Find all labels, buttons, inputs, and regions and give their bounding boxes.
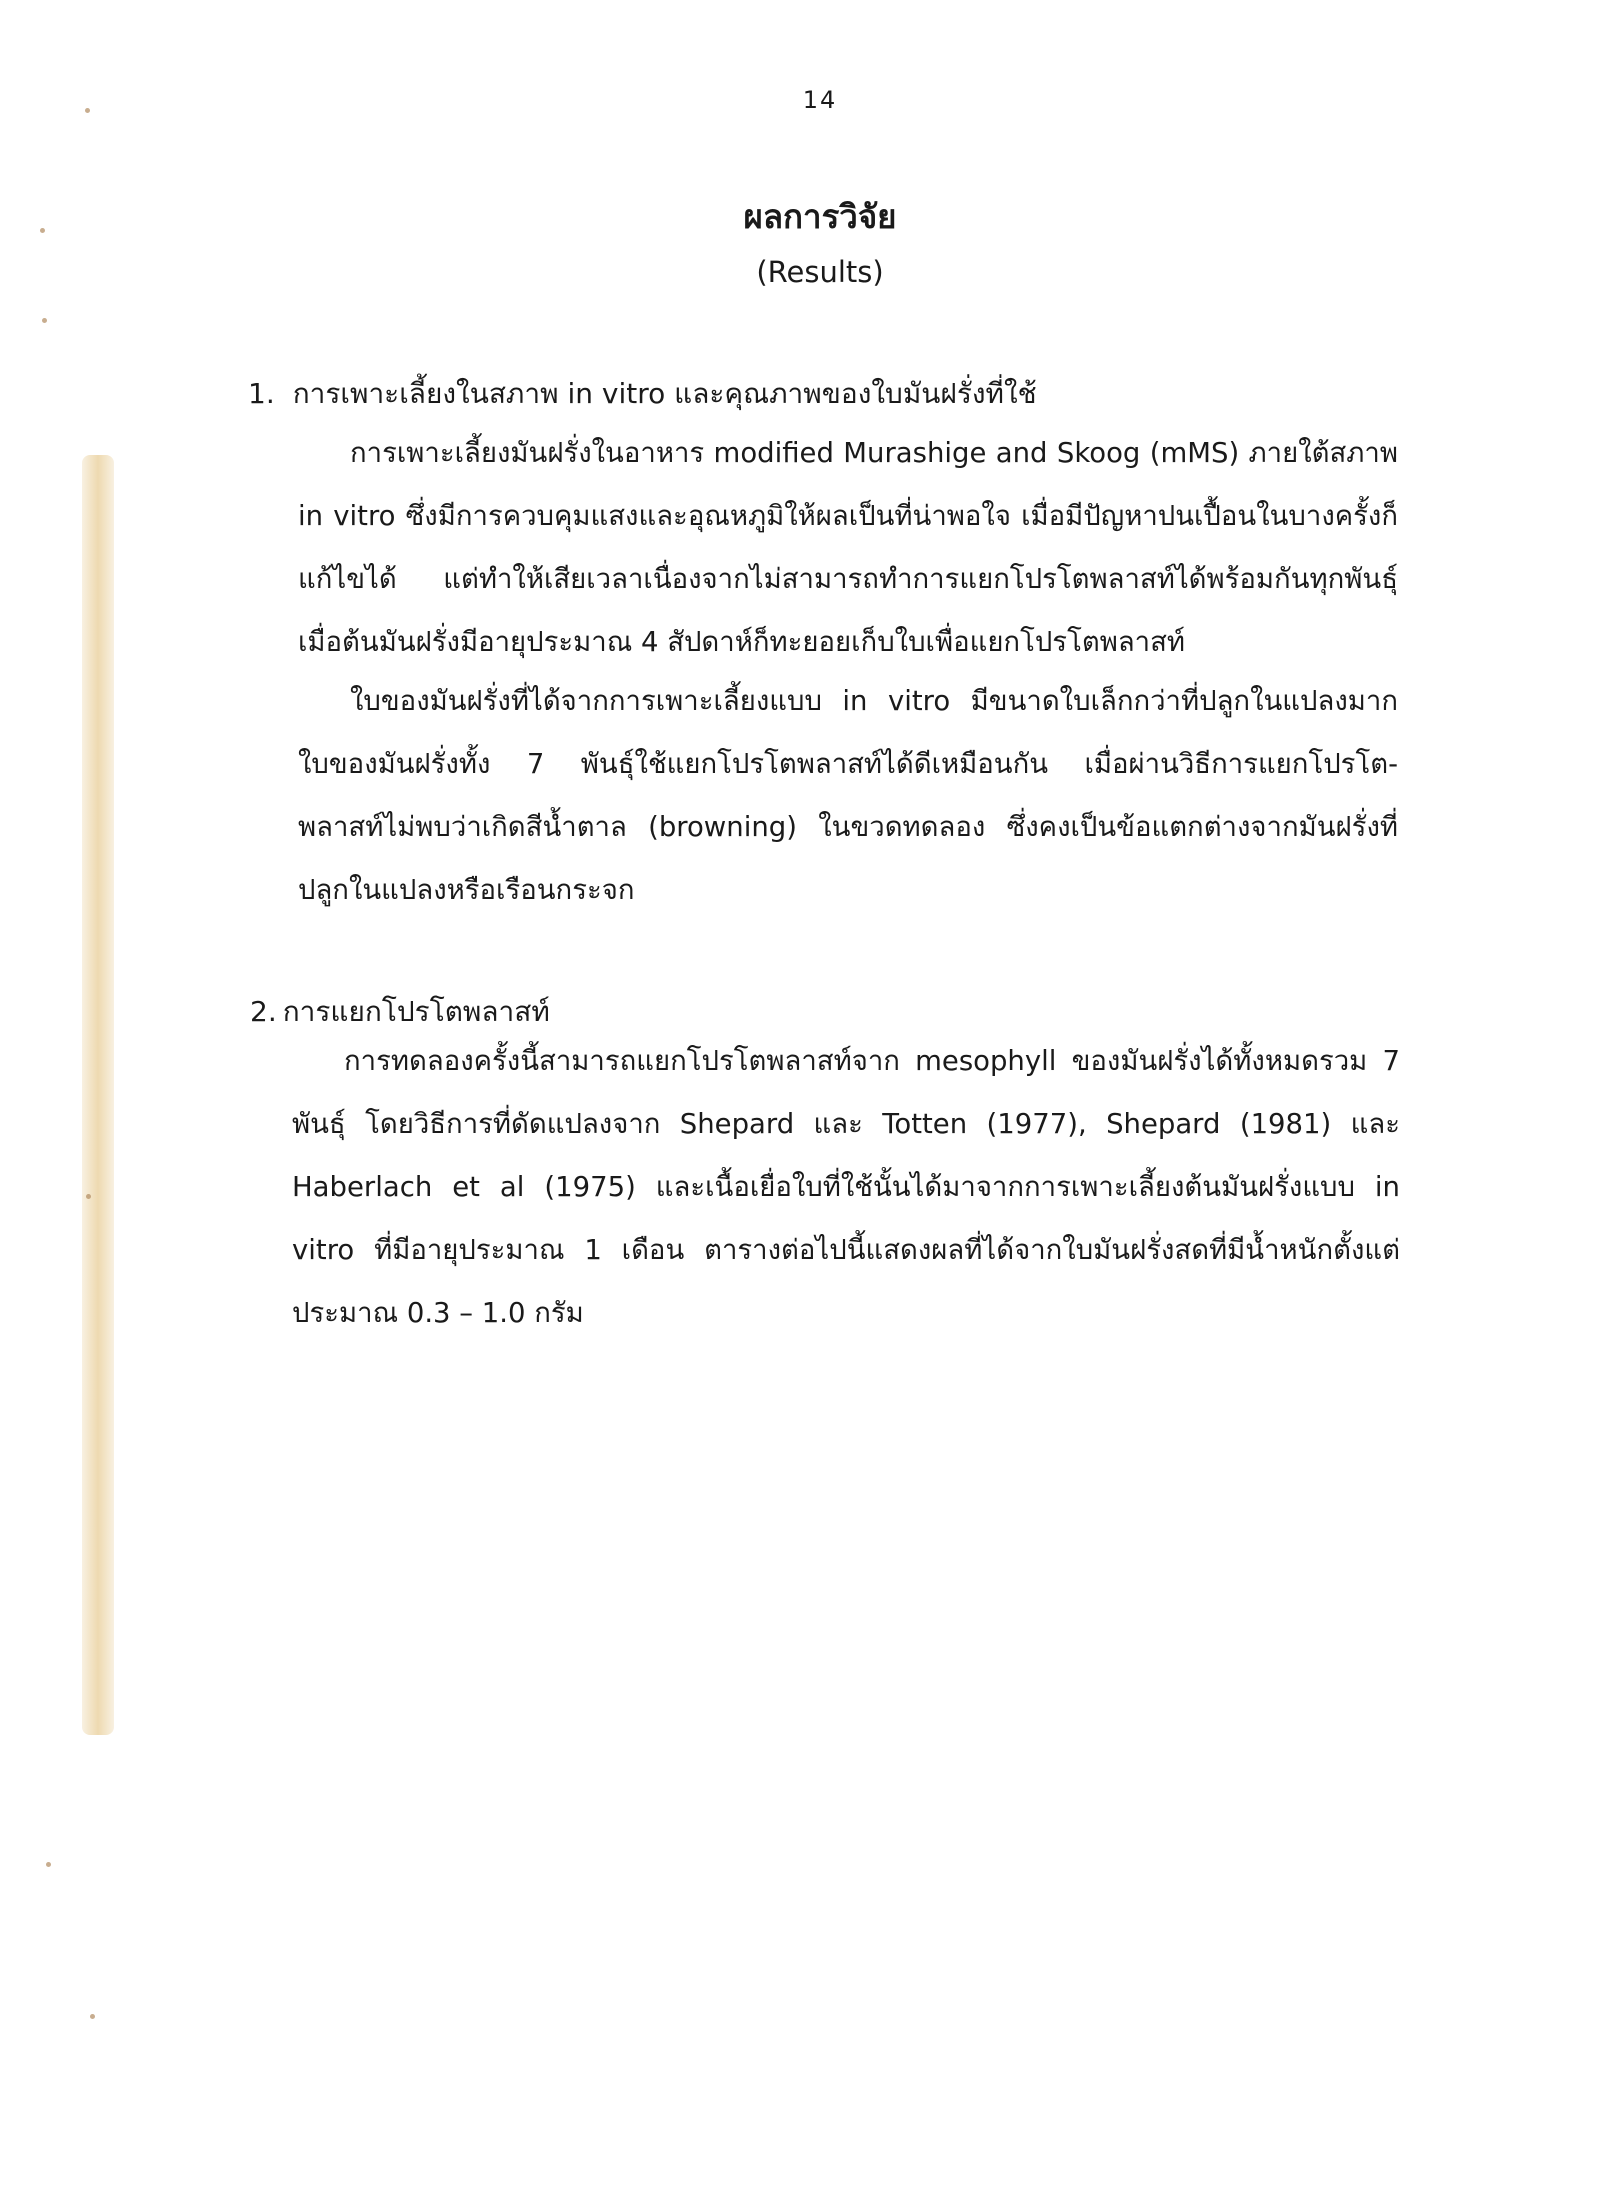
section-title: การแยกโปรโตพลาสท์	[282, 995, 550, 1028]
page-subtitle: (Results)	[756, 255, 884, 289]
scan-speck	[42, 318, 47, 323]
section-heading	[250, 990, 550, 1034]
page-number: 14	[802, 86, 838, 114]
scan-speck	[90, 2014, 95, 2019]
section-number: 2.	[250, 995, 277, 1028]
body-paragraph: ใบของมันฝรั่งที่ได้จากการเพาะเลี้ยงแบบ in vitro มีขนาดใบเล็กกว่าที่ปลูกในแปลงมาก ใบของมันฝรั่งทั้ง 7 พันธุ์ใช้แยกโปรโตพลาสท์ได้ดีเหมือนกัน เมื่อผ่านวิธีการแยกโปรโต-พลาสท์ไม่พบว่าเกิดสีน้ำตาล (browning) ในขวดทดลอง ซึ่งคงเป็นข้อแตกต่างจากมันฝรั่งที่ปลูกในแปลงหรือเรือนกระจก	[298, 685, 1398, 906]
body-paragraph: การทดลองครั้งนี้สามารถแยกโปรโตพลาสท์จาก mesophyll ของมันฝรั่งได้ทั้งหมดรวม 7 พันธุ์ โดยวิธีการที่ดัดแปลงจาก Shepard และ Totten (1977), Shepard (1981) และ Haberlach et al (1975) และเนื้อเยื่อใบที่ใช้นั้นได้มาจากการเพาะเลี้ยงต้นมันฝรั่งแบบ in vitro ที่มีอายุประมาณ 1 เดือน ตารางต่อไปนี้แสดงผลที่ได้จากใบมันฝรั่งสดที่มีน้ำหนักตั้งแต่ประมาณ 0.3 – 1.0 กรัม	[292, 1045, 1400, 1329]
binding-stain	[82, 455, 114, 1735]
scan-speck	[46, 1862, 51, 1867]
page-title: ผลการวิจัย	[743, 197, 897, 236]
body-paragraph: การเพาะเลี้ยงมันฝรั่งในอาหาร modified Murashige and Skoog (mMS) ภายใต้สภาพ in vitro ซึ่งมีการควบคุมแสงและอุณหภูมิให้ผลเป็นที่น่าพอใจ เมื่อมีปัญหาปนเปื้อนในบางครั้งก็แก้ไขได้ แต่ทำให้เสียเวลาเนื่องจากไม่สามารถทำการแยกโปรโตพลาสท์ได้พร้อมกันทุกพันธุ์ เมื่อต้นมันฝรั่งมีอายุประมาณ 4 สัปดาห์ก็ทะยอยเก็บใบเพื่อแยกโปรโตพลาสท์	[298, 437, 1398, 658]
section-number: 1.	[248, 377, 275, 410]
section-heading	[248, 372, 1037, 416]
scan-speck	[86, 1194, 91, 1199]
section-title: การเพาะเลี้ยงในสภาพ in vitro และคุณภาพของใบมันฝรั่งที่ใช้	[292, 377, 1037, 410]
